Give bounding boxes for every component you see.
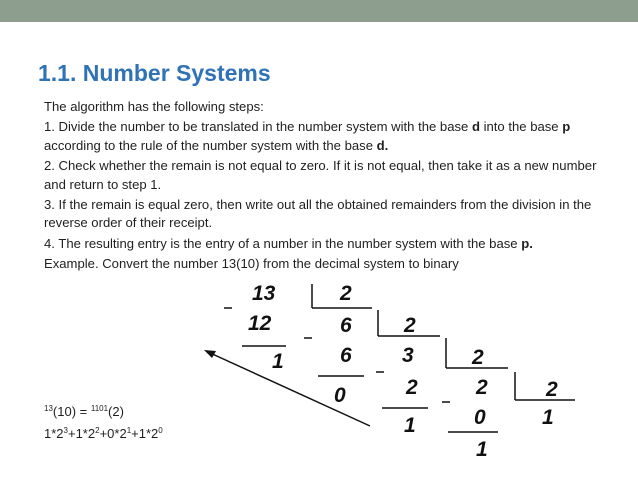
intro-line: The algorithm has the following steps: — [44, 99, 264, 114]
step-1-base-d: d — [471, 119, 480, 135]
remainder-1: 1 — [272, 350, 284, 373]
dividend-4: 2 — [476, 376, 488, 399]
result-base-right: (2) — [108, 404, 124, 419]
term-1: 1*2 — [44, 426, 64, 441]
term-3: +0*2 — [99, 426, 127, 441]
division-lines — [208, 284, 575, 432]
dividend-2: 6 — [340, 314, 352, 337]
exp-3: 1 — [126, 426, 132, 435]
step-3: 3. If the remain is equal zero, then write out all the obtained remainders from the division in the reverse order of their receipt. — [44, 197, 592, 231]
product-1: 12 — [248, 312, 272, 335]
power-expansion — [44, 426, 163, 441]
dividend-1: 13 — [252, 282, 276, 305]
exp-4: 0 — [158, 426, 163, 435]
divisor-4: 2 — [546, 378, 558, 401]
last-quotient: 1 — [542, 406, 554, 429]
top-decorative-bar — [0, 0, 638, 22]
exp-2: 2 — [95, 426, 100, 435]
algorithm-text — [44, 98, 614, 276]
divisor-1: 2 — [340, 282, 352, 305]
exp-1: 3 — [63, 426, 68, 435]
step-1-text-a: 1. Divide the number to be translated in the number system with the base — [44, 119, 472, 135]
remainder-3: 1 — [404, 414, 416, 437]
step-4-base-p: p. — [521, 235, 533, 251]
step-2: 2. Check whether the remain is not equal to zero. If it is not equal, then take it as a new number and return to step 1. — [44, 158, 597, 192]
step-4 — [44, 235, 614, 253]
arrow-head-icon — [204, 350, 216, 358]
result-base-left: (10) = — [52, 404, 91, 419]
product-3: 2 — [406, 376, 418, 399]
example-line: Example. Convert the number 13(10) from the decimal system to binary — [44, 256, 459, 272]
slide-title: 1.1. Number Systems — [38, 60, 271, 86]
step-1-base-p: p — [562, 119, 571, 135]
term-2: +1*2 — [67, 426, 96, 441]
remainder-4: 1 — [476, 438, 488, 461]
result-sup-right: 1101 — [90, 404, 109, 413]
product-4: 0 — [474, 406, 486, 429]
result-sup-left: 13 — [44, 404, 53, 413]
step-1-base-d-end: d. — [376, 137, 389, 153]
divisor-2: 2 — [404, 314, 416, 337]
product-2: 6 — [340, 344, 352, 367]
step-1-text-c: according to the rule of the number system with the base — [44, 137, 377, 153]
step-1 — [44, 118, 614, 155]
step-4-text: 4. The resulting entry is the entry of a number in the number system with the base — [44, 235, 522, 251]
long-division-diagram — [200, 280, 590, 470]
remainder-2: 0 — [334, 384, 346, 407]
divisor-3: 2 — [472, 346, 484, 369]
term-4: +1*2 — [131, 426, 159, 441]
conversion-result — [44, 404, 124, 419]
step-1-text-b: into the base — [479, 119, 563, 135]
dividend-3: 3 — [402, 344, 414, 367]
